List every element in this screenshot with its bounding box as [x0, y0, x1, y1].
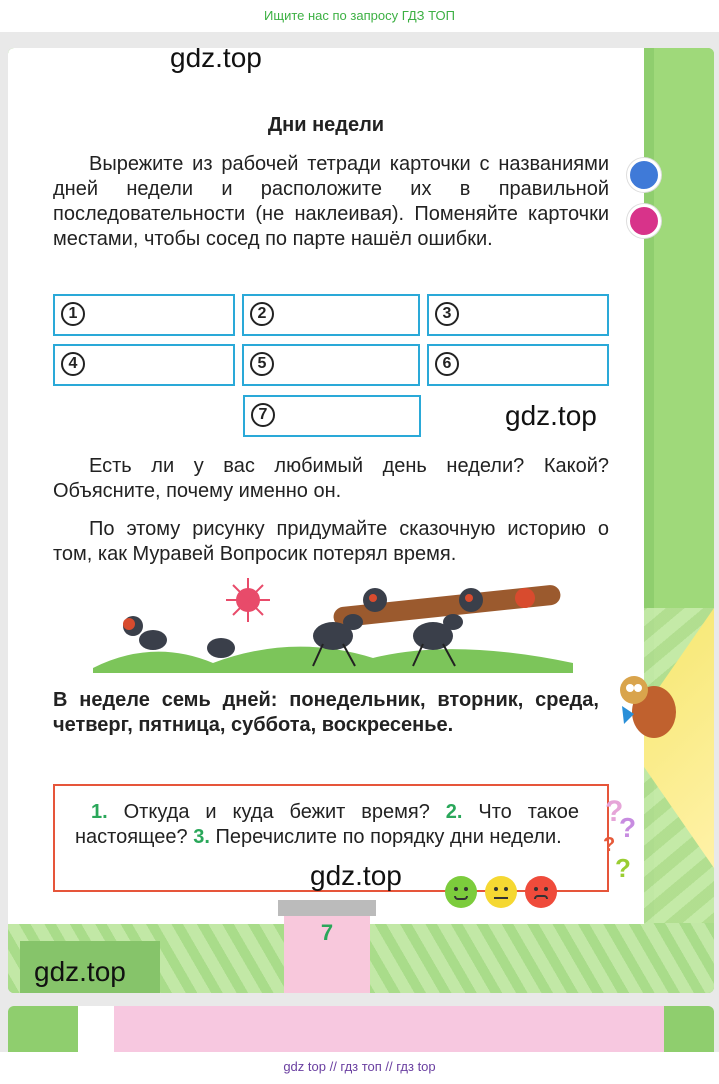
sad-face-icon	[525, 876, 557, 908]
card-number: 7	[251, 403, 275, 427]
svg-text:?: ?	[615, 853, 631, 883]
day-card-5	[242, 344, 420, 386]
day-card-3	[427, 294, 609, 336]
page-paper	[8, 48, 644, 924]
happy-face-icon	[445, 876, 477, 908]
question-marks-icon	[603, 793, 647, 883]
task-paragraph-3: По этому рисунку придумайте сказочную историю о том, как Муравей Вопросик потерял время.	[53, 518, 609, 565]
card-number: 1	[61, 302, 85, 326]
ants-illustration	[93, 578, 573, 673]
card-number: 4	[61, 352, 85, 376]
watermark-middle: gdz.top	[505, 400, 597, 431]
day-card-4	[53, 344, 235, 386]
stars-badge-icon	[627, 158, 661, 192]
day-card-6	[427, 344, 609, 386]
svg-text:?: ?	[603, 834, 616, 856]
card-number: 6	[435, 352, 459, 376]
page-title: Дни недели	[267, 114, 385, 136]
card-number: 5	[250, 352, 274, 376]
svg-text:?: ?	[605, 795, 624, 828]
rule-text: В неделе семь дней: понедельник, вторник, среда, четверг, пятница, суббота, воскресенье.	[53, 689, 599, 736]
day-card-2	[242, 294, 420, 336]
bottom-banner[interactable]: gdz top // гдз топ // гдз top	[0, 1052, 719, 1084]
page-number-tab	[284, 910, 370, 993]
watermark-bottom: gdz.top	[34, 956, 126, 987]
day-card-7	[243, 395, 421, 437]
watermark-top: gdz.top	[170, 48, 262, 73]
svg-text:?: ?	[619, 812, 637, 843]
watermark-lower: gdz.top	[310, 860, 402, 891]
card-number: 3	[435, 302, 459, 326]
questions-text: 1. Откуда и куда бежит время? 2. Что такое настоящее? 3. Перечислите по порядку дни недели.	[75, 801, 579, 848]
task-paragraph-2: Есть ли у вас любимый день недели? Какой? Объясните, почему именно он.	[53, 455, 609, 502]
top-banner[interactable]: Ищите нас по запросу ГДЗ ТОП	[0, 0, 719, 32]
book-badge-icon	[627, 204, 661, 238]
day-card-1	[53, 294, 235, 336]
page-number: 7	[320, 920, 334, 945]
textbook-page	[8, 48, 714, 993]
sun-flower-icon	[226, 578, 270, 622]
next-page-preview	[8, 1006, 714, 1056]
card-number: 2	[250, 302, 274, 326]
task-paragraph-1: Вырежите из рабочей тетради карточки с названиями дней недели и расположите их в правильной последовательности (не наклеивая). Поменяйте карточки местами, чтобы сосед по парте нашёл ошибки.	[53, 153, 609, 250]
turtle-icon	[614, 668, 680, 744]
neutral-face-icon	[485, 876, 517, 908]
